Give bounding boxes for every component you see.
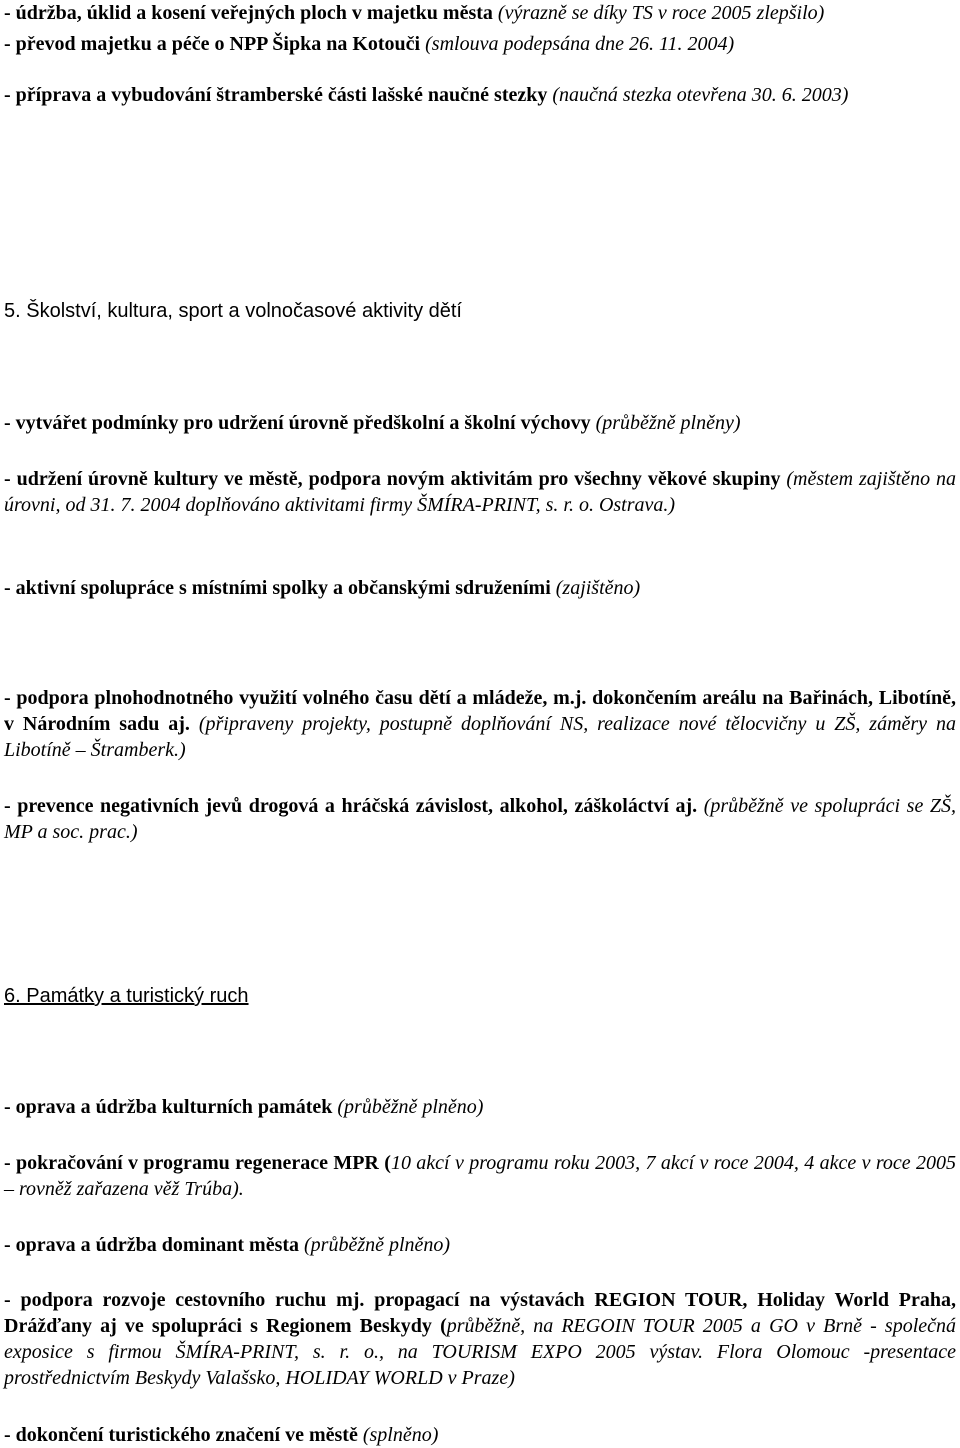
- section-title: 6. Památky a turistický ruch: [4, 985, 249, 1007]
- item-text: - pokračování v programu regenerace MPR: [4, 1152, 379, 1174]
- list-item: [4, 82, 956, 108]
- list-item: [4, 1094, 956, 1120]
- item-note: (průběžně plněno): [337, 1096, 484, 1118]
- list-item: [4, 410, 956, 436]
- item-note: (splněno): [362, 1424, 439, 1446]
- item-note: (výrazně se díky TS v roce 2005 zlepšilo): [497, 2, 825, 24]
- item-text: - aktivní spolupráce s místními spolky a občanskými sdruženími: [4, 577, 551, 599]
- item-text: - udržení úrovně kultury ve městě, podpora novým aktivitám pro všechny věkové skupiny: [4, 468, 781, 490]
- item-note: průběžně, na REGOIN TOUR 2005 a GO v Brně - společná exposice s firmou ŠMÍRA-PRINT, s. r. o., na TOURISM EXPO 2005 výstav. Flora Olomouc -presentace prostřednictvím Beskydy Valašsko, HOLIDAY WORLD v Praze): [4, 1315, 957, 1389]
- list-item: [4, 685, 956, 763]
- item-text: - převod majetku a péče o NPP Šipka na Kotouči: [4, 33, 421, 55]
- item-note: (smlouva podepsána dne 26. 11. 2004): [425, 33, 735, 55]
- list-item: [4, 1150, 956, 1202]
- list-item: [4, 1422, 956, 1448]
- item-note: 10 akcí v programu roku 2003, 7 akcí v roce 2004, 4 akce v roce 2005 – rovněž zařazena věž Trúba).: [4, 1152, 957, 1200]
- item-note: (průběžně plněno): [304, 1234, 451, 1256]
- note-paren: (: [440, 1315, 447, 1337]
- section-title: 5. Školství, kultura, sport a volnočasové aktivity dětí: [4, 300, 462, 322]
- item-text: - oprava a údržba kulturních památek: [4, 1096, 333, 1118]
- item-note: (průběžně ve spolupráci se ZŠ, MP a soc. prac.): [4, 795, 957, 843]
- section-heading-6: [4, 983, 956, 1009]
- item-text: - oprava a údržba dominant města: [4, 1234, 300, 1256]
- note-paren: (: [384, 1152, 391, 1174]
- list-item: [4, 0, 956, 26]
- list-item: [4, 31, 956, 57]
- item-note: (průběžně plněny): [595, 412, 741, 434]
- item-text: - údržba, úklid a kosení veřejných ploch v majetku města: [4, 2, 493, 24]
- list-item: [4, 793, 956, 845]
- item-note: (připraveny projekty, postupně doplňování NS, realizace nové tělocvičny u ZŠ, záměry na Libotíně – Štramberk.): [4, 713, 956, 761]
- item-text: - podpora plnohodnotného využití volného času dětí a mládeže, m.j. dokončením areálu na Bařinách, Libotíně, v Národním sadu aj.: [4, 687, 956, 735]
- item-text: - vytvářet podmínky pro udržení úrovně předškolní a školní výchovy: [4, 412, 591, 434]
- list-item: [4, 575, 956, 601]
- item-text: - příprava a vybudování štramberské části lašské naučné stezky: [4, 84, 548, 106]
- list-item: [4, 1287, 956, 1391]
- item-note: (městem zajištěno na úrovni, od 31. 7. 2004 doplňováno aktivitami firmy ŠMÍRA-PRINT, s. r. o. Ostrava.): [4, 468, 956, 516]
- item-note: (zajištěno): [555, 577, 641, 599]
- section-heading-5: [4, 298, 956, 324]
- item-text: - prevence negativních jevů drogová a hráčská závislost, alkohol, záškoláctví aj.: [4, 795, 698, 817]
- list-item: [4, 466, 956, 518]
- item-text: - dokončení turistického značení ve městě: [4, 1424, 358, 1446]
- list-item: [4, 1232, 956, 1258]
- item-text: - podpora rozvoje cestovního ruchu mj. propagací na výstavách REGION TOUR, Holiday World Praha, Drážďany aj ve spolupráci s Regionem Beskydy: [4, 1289, 956, 1337]
- item-note: (naučná stezka otevřena 30. 6. 2003): [552, 84, 849, 106]
